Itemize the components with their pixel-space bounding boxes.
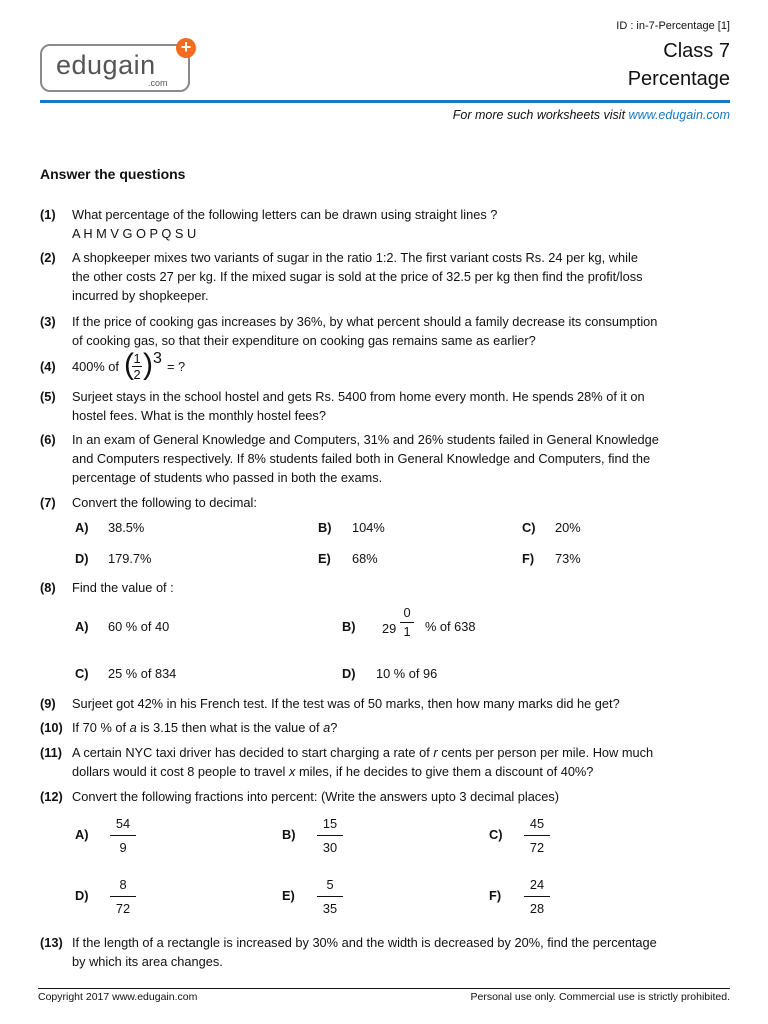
- q12-d-top: 8: [119, 877, 127, 892]
- q3-text: [72, 312, 702, 350]
- q7-number: (7): [40, 495, 56, 510]
- q4-paren-right: ): [143, 348, 153, 381]
- q2-line2: the other costs 27 per kg. If the mixed sugar is sold at the price of 32.5 per kg then find the profit/loss: [72, 269, 643, 284]
- q8-number: (8): [40, 580, 56, 595]
- q6-number: (6): [40, 432, 56, 447]
- q7-item-c-label: C): [522, 520, 536, 535]
- q3-number: (3): [40, 314, 56, 329]
- q10-pre: If 70 % of: [72, 720, 127, 735]
- logo-sub: .com: [148, 78, 168, 88]
- q7-item-f-value: 73%: [555, 551, 581, 566]
- q7-item-b-value: 104%: [352, 520, 385, 535]
- q4-fraction: [131, 352, 143, 381]
- q8-text: Find the value of :: [72, 580, 174, 595]
- q12-e-label: E): [282, 888, 295, 903]
- q12-b-fraction: [315, 816, 345, 855]
- q4-frac-top: 1: [133, 351, 141, 366]
- visit-line: [453, 108, 730, 122]
- q13-line2: by which its area changes.: [72, 954, 223, 969]
- q11-post: cents per person per mile. How much: [441, 745, 654, 760]
- q1-text: [72, 205, 702, 243]
- header-id: ID : in-7-Percentage [1]: [616, 20, 730, 32]
- footer-rule: [38, 988, 730, 989]
- header-rule: [40, 100, 730, 103]
- footer-notice: Personal use only. Commercial use is strictly prohibited.: [470, 991, 730, 1003]
- q12-c-top: 45: [529, 816, 545, 831]
- class-title: Class 7: [663, 40, 730, 62]
- q13-number: (13): [40, 935, 63, 950]
- q6-line2: and Computers respectively. If 8% students failed both in General Knowledge and Computers, find the: [72, 451, 651, 466]
- q12-d-label: D): [75, 888, 89, 903]
- edugain-logo[interactable]: [40, 44, 190, 92]
- q7-item-e-label: E): [318, 551, 331, 566]
- q7-item-a-value: 38.5%: [108, 520, 145, 535]
- q12-a-fraction: [108, 816, 138, 855]
- q8-a-value: 60 % of 40: [108, 619, 170, 634]
- q4-paren-left: (: [124, 348, 134, 381]
- q11-line2-post: miles, if he decides to give them a discount of 40%?: [298, 764, 594, 779]
- q9-text: Surjeet got 42% in his French test. If the test was of 50 marks, then how many marks did he get?: [72, 696, 620, 711]
- q12-d-fraction: [108, 877, 138, 916]
- q12-f-fraction: [522, 877, 552, 916]
- q8-b-label: B): [342, 619, 356, 634]
- q11-var1: r: [433, 745, 438, 760]
- q7-item-e-value: 68%: [352, 551, 378, 566]
- q5-number: (5): [40, 389, 56, 404]
- q8-b-suffix: % of 638: [425, 619, 476, 634]
- q11-var2: x: [288, 764, 296, 779]
- q5-text: [72, 387, 702, 425]
- topic-title: Percentage: [627, 68, 730, 90]
- q7-item-d-value: 179.7%: [108, 551, 152, 566]
- q8-c-label: C): [75, 666, 89, 681]
- q2-text: [72, 248, 702, 305]
- visit-link[interactable]: www.edugain.com: [628, 108, 730, 122]
- q3-line1: If the price of cooking gas increases by 36%, by what percent should a family decrease its consumption: [72, 314, 658, 329]
- plus-icon: +: [176, 38, 196, 58]
- q12-b-label: B): [282, 827, 296, 842]
- q7-item-c-value: 20%: [555, 520, 581, 535]
- q12-text: Convert the following fractions into percent: (Write the answers upto 3 decimal places): [72, 789, 559, 804]
- q10-var2: a: [323, 720, 331, 735]
- q11-line2: [72, 762, 702, 781]
- q4-suffix: = ?: [167, 359, 186, 374]
- q5-line2: hostel fees. What is the monthly hostel fees?: [72, 408, 326, 423]
- q12-b-bottom: 30: [322, 840, 338, 855]
- q13-text: [72, 933, 702, 971]
- q12-c-bottom: 72: [529, 840, 545, 855]
- q8-b-bottom: 1: [403, 624, 411, 639]
- q12-b-top: 15: [322, 816, 338, 831]
- q4-power: 3: [153, 350, 162, 367]
- q12-a-label: A): [75, 827, 89, 842]
- q10-number: (10): [40, 720, 63, 735]
- q12-number: (12): [40, 789, 63, 804]
- q7-item-a-label: A): [75, 520, 89, 535]
- q6-line3: percentage of students who passed in both the exams.: [72, 470, 383, 485]
- q4-number: (4): [40, 359, 56, 374]
- q8-b-whole: 29: [382, 621, 397, 636]
- q11-number: (11): [40, 745, 63, 760]
- visit-text: For more such worksheets visit: [452, 108, 626, 122]
- q12-a-bottom: 9: [119, 840, 127, 855]
- q12-f-label: F): [489, 888, 502, 903]
- q12-f-top: 24: [529, 877, 545, 892]
- q8-b-top: 0: [403, 605, 411, 620]
- logo-text: edugain: [56, 50, 156, 80]
- q4-prefix: 400% of: [72, 359, 119, 374]
- q13-line1: If the length of a rectangle is increased by 30% and the width is decreased by 20%, find the percentage: [72, 935, 657, 950]
- footer-copyright: Copyright 2017 www.edugain.com: [38, 991, 198, 1003]
- q12-a-top: 54: [115, 816, 131, 831]
- q12-f-bottom: 28: [529, 901, 545, 916]
- q1-number: (1): [40, 207, 56, 222]
- q12-e-top: 5: [326, 877, 334, 892]
- q11-line1: [72, 743, 702, 762]
- q12-d-bottom: 72: [115, 901, 131, 916]
- q6-text: [72, 430, 702, 487]
- q5-line1: Surjeet stays in the school hostel and gets Rs. 5400 from home every month. He spends 28% of it on: [72, 389, 645, 404]
- q1-line2: A H M V G O P Q S U: [72, 226, 197, 241]
- q8-b-fraction: [399, 606, 415, 639]
- q3-line2: of cooking gas, so that their expenditure on cooking gas remains same as earlier?: [72, 333, 536, 348]
- q1-line1: What percentage of the following letters can be drawn using straight lines ?: [72, 207, 498, 222]
- q8-d-label: D): [342, 666, 356, 681]
- q6-line1: In an exam of General Knowledge and Computers, 31% and 26% students failed in General Knowledge: [72, 432, 659, 447]
- q7-item-f-label: F): [522, 551, 535, 566]
- q11-line2-pre: dollars would it cost 8 people to travel: [72, 764, 286, 779]
- q9-number: (9): [40, 696, 56, 711]
- q8-a-label: A): [75, 619, 89, 634]
- q10-var1: a: [129, 720, 137, 735]
- q7-item-b-label: B): [318, 520, 332, 535]
- q10-mid: is 3.15 then what is the value of: [140, 720, 320, 735]
- q10-text: [72, 718, 702, 737]
- q12-c-fraction: [522, 816, 552, 855]
- q10-post: ?: [330, 720, 338, 735]
- q7-text: Convert the following to decimal:: [72, 495, 257, 510]
- q2-number: (2): [40, 250, 56, 265]
- q2-line1: A shopkeeper mixes two variants of sugar in the ratio 1:2. The first variant costs Rs. 24 per kg, while: [72, 250, 638, 265]
- q8-c-value: 25 % of 834: [108, 666, 177, 681]
- q2-line3: incurred by shopkeeper.: [72, 288, 209, 303]
- q12-c-label: C): [489, 827, 503, 842]
- q12-e-bottom: 35: [322, 901, 338, 916]
- q11-pre: A certain NYC taxi driver has decided to start charging a rate of: [72, 745, 430, 760]
- section-title: Answer the questions: [40, 166, 186, 182]
- q11-text: [72, 743, 702, 781]
- q4-frac-bottom: 2: [133, 367, 141, 382]
- q8-d-value: 10 % of 96: [376, 666, 438, 681]
- q7-item-d-label: D): [75, 551, 89, 566]
- q12-e-fraction: [315, 877, 345, 916]
